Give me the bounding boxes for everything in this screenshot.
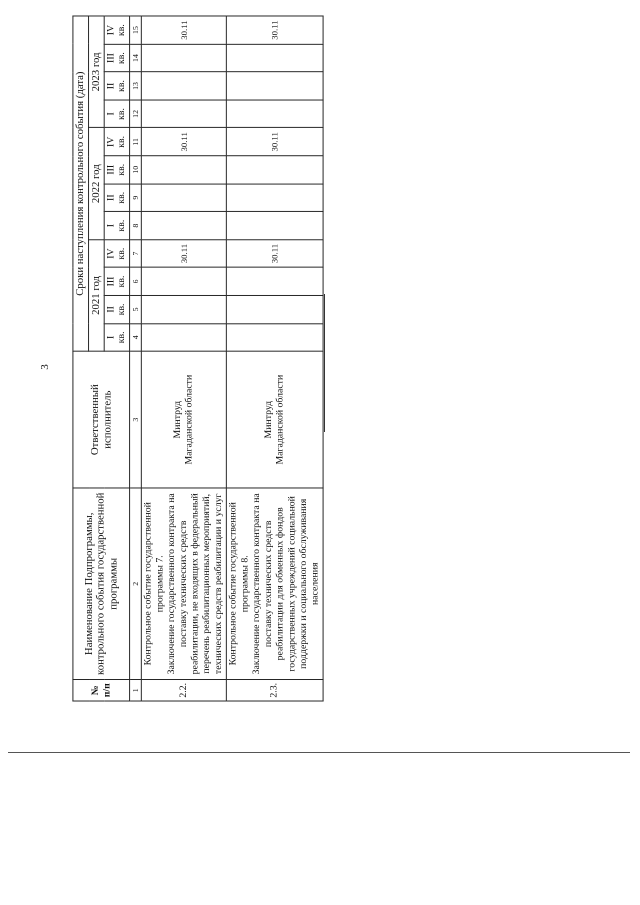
column-number: 8 (130, 211, 142, 239)
column-number: 7 (130, 239, 142, 267)
event-date (227, 44, 324, 72)
quarter-numeral: IV (105, 136, 117, 147)
row-number: 2.3. (227, 679, 324, 700)
event-date (227, 72, 324, 100)
event-date: 30.11 (227, 239, 324, 267)
quarter-numeral: III (105, 52, 117, 63)
event-date: 30.11 (227, 127, 324, 155)
event-date (227, 267, 324, 295)
executor: Минтруд Магаданской области (227, 351, 324, 488)
header-year-2021: 2021 год (89, 239, 105, 351)
column-number: 3 (130, 351, 142, 488)
column-number: 12 (130, 99, 142, 127)
quarter-numeral: II (105, 193, 117, 201)
quarter-numeral: III (105, 276, 117, 286)
quarter-numeral: IV (105, 24, 117, 35)
event-date: 30.11 (227, 15, 324, 43)
executor: Минтруд Магаданской области (142, 351, 227, 488)
header-year-2023: 2023 год (89, 15, 105, 127)
table-row (227, 15, 324, 700)
column-number: 11 (130, 127, 142, 155)
header-quarter (104, 183, 129, 211)
signature-line (324, 294, 325, 432)
column-number: 9 (130, 183, 142, 211)
quarter-abbrev: кв. (115, 79, 127, 92)
header-quarter (104, 127, 129, 155)
bottom-rule (8, 752, 630, 753)
quarter-abbrev: кв. (115, 247, 127, 259)
header-quarter (104, 99, 129, 127)
quarter-numeral: II (105, 82, 117, 89)
event-date (227, 211, 324, 239)
quarter-abbrev: кв. (115, 163, 127, 176)
event-date (142, 267, 227, 295)
header-quarter (104, 323, 129, 351)
event-date (227, 323, 324, 351)
header-quarter (104, 44, 129, 72)
column-number: 10 (130, 155, 142, 183)
quarter-abbrev: кв. (115, 135, 127, 148)
quarter-numeral: I (105, 223, 117, 227)
quarter-abbrev: кв. (115, 330, 127, 343)
header-dates: Сроки наступления контрольного события (дата) (73, 15, 89, 350)
header-quarter (104, 211, 129, 239)
header-quarter (104, 295, 129, 323)
event-date (142, 323, 227, 351)
quarter-abbrev: кв. (115, 219, 127, 232)
quarter-numeral: III (105, 164, 117, 175)
header-executor: Ответственный исполнитель (73, 351, 130, 488)
event-date (142, 295, 227, 323)
column-number: 1 (130, 679, 142, 700)
event-date (142, 155, 227, 183)
event-date (142, 44, 227, 72)
event-date: 30.11 (142, 127, 227, 155)
control-events-table (72, 15, 323, 701)
event-name: Контрольное событие государственной программы 7. Заключение государственного контракта на поставку технических средств реабилитации, не входящих в федеральный перечень реабилитационных мероприятий, технических средств реабилитации и услуг (142, 488, 227, 679)
quarter-abbrev: кв. (115, 51, 127, 64)
column-number: 6 (130, 267, 142, 295)
event-date (142, 183, 227, 211)
event-date: 30.11 (142, 239, 227, 267)
row-number: 2.2. (142, 679, 227, 700)
column-number: 2 (130, 488, 142, 679)
header-quarter (104, 72, 129, 100)
event-date (227, 183, 324, 211)
page-number: 3 (38, 364, 51, 370)
column-number: 13 (130, 72, 142, 100)
column-number: 5 (130, 295, 142, 323)
table-row (142, 15, 227, 700)
quarter-abbrev: кв. (115, 191, 127, 204)
quarter-abbrev: кв. (115, 302, 127, 315)
column-number: 4 (130, 323, 142, 351)
column-number: 15 (130, 15, 142, 43)
event-date (142, 99, 227, 127)
event-date (227, 295, 324, 323)
quarter-numeral: II (105, 305, 117, 313)
header-quarter (104, 267, 129, 295)
column-number: 14 (130, 44, 142, 72)
header-name: Наименование Подпрограммы, контрольного события государственной программы (73, 488, 130, 679)
event-date (227, 99, 324, 127)
event-date (142, 72, 227, 100)
header-year-2022: 2022 год (89, 127, 105, 239)
header-quarter (104, 15, 129, 43)
event-date (227, 155, 324, 183)
header-quarter (104, 155, 129, 183)
quarter-numeral: I (105, 111, 117, 116)
event-name: Контрольное событие государственной программы 8. Заключение государственного контракта на поставку технических средств реабилитации для обменных фондов государственных учреждений социальной поддержки и социального обслуживания населения (227, 488, 324, 679)
control-events-table-wrapper (72, 15, 323, 701)
quarter-abbrev: кв. (115, 23, 127, 36)
quarter-abbrev: кв. (115, 275, 127, 287)
quarter-numeral: I (105, 335, 117, 339)
quarter-abbrev: кв. (115, 107, 127, 120)
header-quarter (104, 239, 129, 267)
event-date: 30.11 (142, 15, 227, 43)
header-num: № п/п (73, 679, 130, 700)
event-date (142, 211, 227, 239)
quarter-numeral: IV (105, 247, 117, 259)
